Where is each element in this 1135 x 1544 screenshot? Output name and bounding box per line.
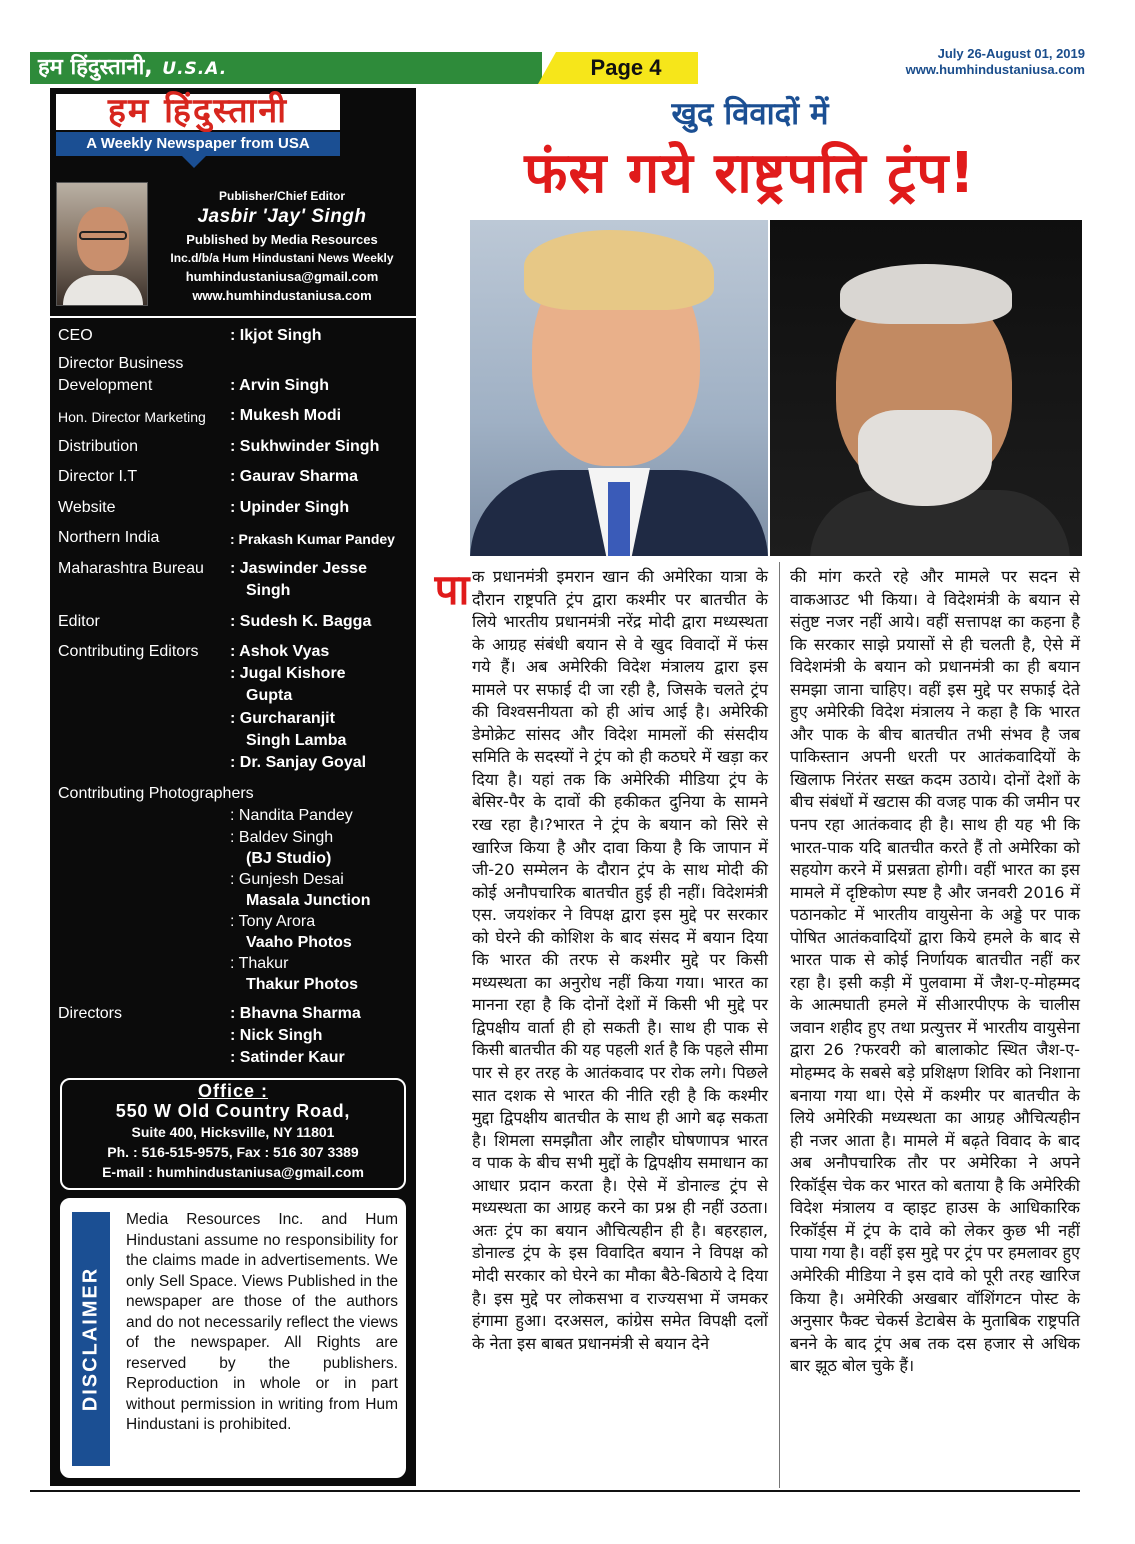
header-brand [38, 54, 227, 82]
staff-value-website: : Upinder Singh [230, 499, 350, 516]
office-phone: Ph. : 516-515-9575, Fax : 516 307 3389 [107, 1144, 359, 1160]
publisher-name: Jasbir 'Jay' Singh [197, 206, 367, 227]
staff-value-contributing-4: : Dr. Sanjay Goyal [230, 754, 367, 771]
staff-value-director-2: : Nick Singh [230, 1027, 323, 1044]
publisher-role: Publisher/Chief Editor [218, 189, 345, 203]
staff-value-contributing-2b: Gupta [246, 687, 293, 704]
publisher-photo [56, 182, 148, 306]
publisher-info [152, 188, 412, 305]
office-email[interactable]: E-mail : humhindustaniusa@gmail.com [102, 1164, 364, 1180]
publisher-email[interactable]: humhindustaniusa@gmail.com [185, 269, 379, 284]
page-number: Page 4 [590, 55, 662, 80]
staff-label-editor: Editor [58, 613, 100, 630]
publisher-line-1: Published by Media Resources [186, 232, 378, 247]
disclaimer-box [60, 1198, 406, 1478]
staff-label-website: Website [58, 499, 116, 516]
staff-value-contributing-3b: Singh Lamba [246, 732, 347, 749]
staff-label-distribution: Distribution [58, 438, 139, 455]
staff-value-editor: : Sudesh K. Bagga [230, 613, 372, 630]
staff-label-contributing-editors: Contributing Editors [58, 643, 199, 660]
staff-value-photographer-2a: : Baldev Singh [230, 829, 334, 846]
masthead-subtitle-pointer [182, 156, 206, 168]
article-headline: फंस गये राष्ट्रपति ट्रंप! [524, 141, 976, 206]
staff-value-northern-india: : Prakash Kumar Pandey [230, 531, 395, 547]
disclaimer-label: DISCLAIMER [79, 1266, 102, 1412]
staff-label-director-bd-2: Development [58, 377, 153, 394]
staff-label-director-bd-1: Director Business [58, 355, 184, 372]
photo-modi [770, 220, 1082, 556]
staff-value-director-1: : Bhavna Sharma [230, 1005, 361, 1022]
article-column-2: की मांग करते रहे और मामले पर सदन से वाकआउट भी किया। वे विदेशमंत्री के बयान से संतुष्ट नजर नहीं आये। वहीं सत्तापक्ष का कहना है कि सरकार साझे प्रयासों से ही चलती है, ऐसे में विदेशमंत्री के बयान को प्रधानमंत्री का ही बयान समझा जाना चाहिए। वहीं इस मुद्दे पर सफाई देते हुए अमेरिकी विदेश मंत्रालय ने कहा है कि भारत और पाक के बीच बातचीत तभी संभव है जब पाकिस्तान अपनी धरती पर आतंकवादियों के खिलाफ निरंतर सख्त कदम उठाये। दोनों देशों के बीच संबंधों में खटास की वजह पाक की जमीन पर पनप रहा आतंकवाद ही है। साथ ही यह भी कि भारत-पाक यदि बातचीत करते हैं तो अमेरिका को सहयोग करने में प्रसन्नता होगी। वहीं भारत का इस मामले में दृष्टिकोण स्पष्ट है और जनवरी 2016 में पठानकोट में भारतीय वायुसेना के अड्डे पर पाक पोषित आतंकवादियों द्वारा किये हमले के बाद से भारत पाक से कोई निर्णायक बातचीत नहीं कर रहा है। इसी कड़ी में पुलवामा में जैश-ए-मोहम्मद के आत्मघाती हमले में सीआरपीएफ के चालीस जवान शहीद हुए तथा प्रत्युत्तर में भारतीय वायुसेना द्वारा 26 ?फरवरी को बालाकोट स्थित जैश-ए-मोहम्मद के सबसे बड़े प्रशिक्षण शिविर को निशाना बनाया गया था। ऐसे में कश्मीर पर बातचीत के लिये अमेरिकी मध्यस्थता का आग्रह औचित्यहीन ही नजर आता है। मामले में बढ़ते विवाद के बाद अब अनौपचारिक तौर पर अमेरिका ने अपने रिकॉर्ड्स चेक कर भारत को बताया है कि अमेरिकी विदेश मंत्रालय व व्हाइट हाउस के आधिकारिक रिकॉर्ड्स में ट्रंप के दावे को लेकर कुछ भी नहीं पाया गया है। वहीं इस मुद्दे पर ट्रंप पर हमलावर हुए अमेरिकी मीडिया ने इस दावे को पूरी तरह खारिज किया है। अमेरिकी अखबार वॉशिंगटन पोस्ट के अनुसार फैक्ट चेकर्स डेटाबेस के मुताबिक राष्ट्रपति बनने के बाद ट्रंप अब तक दस हजार से अधिक बार झूठ बोल चुके हैं। [790, 567, 1080, 1376]
staff-value-hon-marketing: : Mukesh Modi [230, 407, 342, 424]
column-divider [779, 562, 780, 1488]
staff-value-photographer-3b: Masala Junction [246, 892, 371, 909]
staff-value-distribution: : Sukhwinder Singh [230, 438, 380, 455]
staff-value-photographer-2b: (BJ Studio) [246, 850, 332, 867]
publisher-line-2: Inc.d/b/a Hum Hindustani News Weekly [170, 251, 394, 265]
staff-value-photographer-4a: : Tony Arora [230, 913, 316, 930]
staff-label-hon-marketing: Hon. Director Marketing [58, 409, 206, 425]
office-box [60, 1078, 406, 1190]
staff-label-photographers: Contributing Photographers [58, 785, 254, 802]
disclaimer-text: Media Resources Inc. and Hum Hindustani assume no responsibility for the claims made in advertisements. We only Sell Space. Views Published in the newspaper are those of the authors and do not necessarily reflect the views of the newspaper. All Rights are reserved by the publishers. Reproduction in whole or in part without permission in writing from Hum Hindustani is prohibited. [126, 1211, 398, 1433]
article-column-1: क प्रधानमंत्री इमरान खान की अमेरिका यात्रा के दौरान राष्ट्रपति ट्रंप द्वारा कश्मीर पर बातचीत के लिये भारतीय प्रधानमंत्री नरेंद्र मोदी द्वारा मध्यस्थता के आग्रह संबंधी बयान से वे खुद विवादों में फंस गये हैं। अब अमेरिकी विदेश मंत्रालय द्वारा इस मामले पर सफाई दी जा रही है, जिसके चलते ट्रंप की विश्वसनीयता को ही आंच आई है। अमेरिकी डेमोक्रेट सांसद और विदेश मामलों की संसदीय समिति के सदस्यों ने ट्रंप को ही कठघरे में खड़ा कर दिया है। यहां तक कि अमेरिकी मीडिया ट्रंप के बेसिर-पैर के दावों की हकीकत दुनिया के सामने रख रहा है।?भारत ने ट्रंप के बयान को सिरे से खारिज किया है और दावा किया है कि जापान में जी-20 सम्मेलन के दौरान ट्रंप के साथ मोदी की कोई अनौपचारिक बातचीत हुई ही नहीं। विदेशमंत्री एस. जयशंकर ने विपक्ष द्वारा इस मुद्दे पर सरकार को घेरने की कोशिश के बाद संसद में बयान दिया कि भारत की तरफ से कश्मीर मुद्दे पर किसी मध्यस्थता का अनुरोध नहीं किया गया। भारत का मानना रहा है कि दोनों देशों में किसी भी मुद्दे पर द्विपक्षीय वार्ता ही हो सकती है। साथ ही पाक से किसी बातचीत की यह पहली शर्त है कि पहले सीमा पार से हर तरह के आतंकवाद पर रोक लगे। पिछले सात दशक से भारत की नीति रही है कि कश्मीर मुद्दा द्विपक्षीय बातचीत के साथ ही आगे बढ़ सकता है। शिमला समझौता और लाहौर घोषणापत्र भारत व पाक के बीच सभी मुद्दों के द्विपक्षीय समाधान का आधार प्रदान करता है। ऐसे में डोनाल्ड ट्रंप से मध्यस्थता का आग्रह करने का प्रश्न ही नहीं उठता। अतः ट्रंप का बयान औचित्यहीन ही है। बहरहाल, डोनाल्ड ट्रंप के इस विवादित बयान ने विपक्ष को मोदी सरकार को घेरने का मौका बैठे-बिठाये दे दिया है। इस मुद्दे पर लोकसभा व राज्यसभा में जमकर हंगामा हुआ। दरअसल, कांग्रेस समेत विपक्षी दलों के नेता इस बाबत प्रधानमंत्री से बयान देने [472, 567, 768, 1353]
staff-value-director-it: : Gaurav Sharma [230, 468, 359, 485]
publisher-website[interactable]: www.humhindustaniusa.com [192, 288, 372, 303]
staff-value-photographer-5b: Thakur Photos [246, 976, 359, 993]
masthead-subtitle: A Weekly Newspaper from USA [56, 132, 340, 156]
photo-trump [470, 220, 768, 556]
staff-value-contributing-1: : Ashok Vyas [230, 643, 330, 660]
photo-trump-hair [524, 230, 714, 310]
staff-value-photographer-5a: : Thakur [230, 955, 289, 972]
publisher-photo-glasses [79, 231, 127, 240]
office-address-1: 550 W Old Country Road, [115, 1101, 351, 1121]
article-dropcap: पा [434, 565, 470, 614]
issue-date: July 26-August 01, 2019 [937, 46, 1085, 61]
staff-value-director-3: : Satinder Kaur [230, 1049, 345, 1066]
photo-trump-tie [608, 482, 630, 556]
staff-value-photographer-3a: : Gunjesh Desai [230, 871, 344, 888]
page-bottom-rule [30, 1490, 1080, 1492]
staff-value-maharashtra-2: Singh [246, 582, 291, 599]
staff-value-director-bd: : Arvin Singh [230, 377, 329, 394]
article-kicker: खुद विवादों में [671, 96, 829, 132]
staff-label-directors: Directors [58, 1005, 123, 1022]
staff-divider [50, 316, 416, 318]
masthead-logo: हम हिंदुस्तानी [107, 91, 289, 131]
header-brand-name: हम हिंदुस्तानी, [38, 55, 153, 80]
staff-label-northern-india: Northern India [58, 529, 160, 546]
staff-label-maharashtra: Maharashtra Bureau [58, 560, 204, 577]
header-website-link[interactable]: www.humhindustaniusa.com [905, 62, 1085, 77]
photo-modi-hair [840, 264, 1012, 324]
office-address-2: Suite 400, Hicksville, NY 11801 [131, 1124, 335, 1140]
office-title: Office : [197, 1081, 268, 1101]
staff-value-contributing-2a: : Jugal Kishore [230, 665, 346, 682]
header-brand-suffix: U.S.A. [162, 59, 228, 79]
publisher-photo-shirt [63, 275, 143, 306]
staff-label-ceo: CEO [58, 327, 93, 344]
staff-value-photographer-4b: Vaaho Photos [246, 934, 352, 951]
staff-value-photographer-1: : Nandita Pandey [230, 807, 353, 824]
staff-value-contributing-3a: : Gurcharanjit [230, 710, 335, 727]
staff-value-maharashtra-1: : Jaswinder Jesse [230, 560, 367, 577]
photo-modi-beard [858, 410, 992, 506]
staff-value-ceo: : Ikjot Singh [230, 327, 322, 344]
staff-label-director-it: Director I.T [58, 468, 138, 485]
